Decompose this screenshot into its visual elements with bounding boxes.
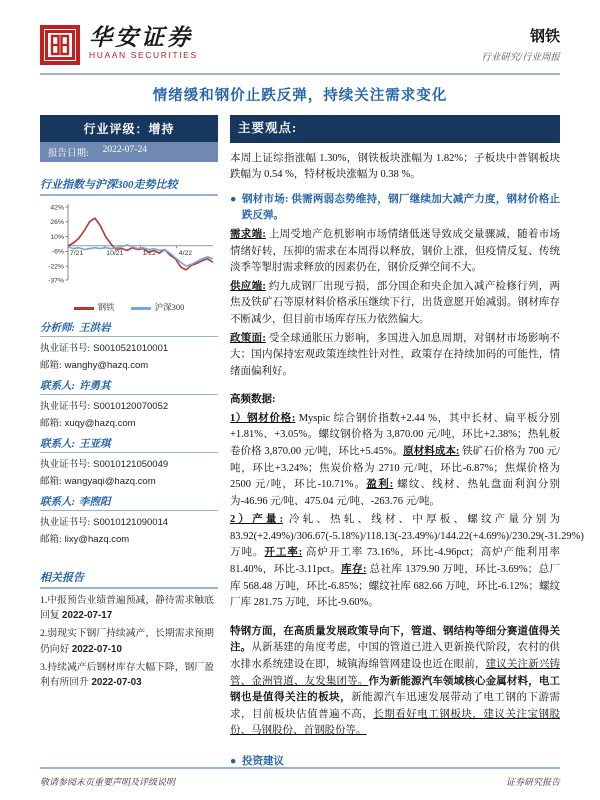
date-value: 2022-07-24: [102, 145, 147, 155]
hs300-line-swatch: [131, 307, 151, 310]
supply-paragraph: 供应端: 约九成钢厂出现亏损，部分国企和央企加入减产检修行列，两焦及铁矿石等原材料价格承压继续下行，出货意愿开始减弱。钢材库存不断减少，但目前市场库存压力依然偏大。: [230, 280, 561, 325]
svg-text:-22%: -22%: [48, 263, 64, 271]
contact-role-name: 联系人: 李煦阳: [40, 494, 218, 511]
rating-label: 行业评级：: [83, 122, 149, 136]
svg-text:-37%: -37%: [48, 277, 64, 285]
demand-paragraph: 需求端: 上周受地产危机影响市场情绪低迷导致成交量骤减，随着市场情绪好转，压抑的需求在本周得以释放，钢价上涨，但疫情反复、传统淡季等掣肘需求释放的因素仍在，钢价反弹空间不大。: [230, 229, 561, 274]
related-reports-title: 相关报告: [40, 569, 218, 589]
steel-price-paragraph: 1）钢材价格: Myspic 综合钢价指数+2.44 %，其中长材、扁平板分别+1.81%、+3.05%。螺纹钢价格为 3,870.00 元/吨，环比+2.38%；热轧板卷价格 3,870.00 元/吨，环比+5.45%。原材料成本: 铁矿石价格为 700 元/吨，环比+3.24%；焦炭价格为 2710 元/吨，环比-6.87%；焦煤价格为 2500 元/吨，环比-10.71%。盈利: 螺纹、线材、热轧盘面利润分别为-46.96 元/吨、475.04 元/吨、-263.76 元/吨。: [230, 412, 561, 507]
related-report-item: 2.弱现实下钢厂持续减产，长期需求预期仍向好 2022-07-10: [40, 628, 214, 655]
output-paragraph: 2）产量: 冷轧、热轧、线材、中厚板、螺纹产量分别为 83.92(+2.49%)/306.67(-5.18%)/118.13(-23.49%)/144.22(+4.69%)/230.29(-31.29%)万吨。开工率: 高炉开工率 73.16%，环比-4.96pct；高炉产能利用率 81.40%，环比-3.11pct。库存: 总社库 1379.90 万吨，环比-3.69%；总厂库 568.48 万吨，环比-6.85%；螺纹社库 682.66 万吨，环比-6.12%；螺纹厂库 281.75 万吨，环比-9.60%。: [230, 514, 584, 609]
analyst-role-name: 分析师: 王洪岩: [40, 320, 218, 337]
analyst-block: [40, 320, 218, 371]
main-content: [230, 115, 584, 770]
trend-chart: [40, 200, 218, 313]
contact-email: 邮箱: xuqy@hazq.com: [40, 418, 136, 429]
huaan-seal-logo-icon: [40, 25, 80, 65]
bullet-icon: ●: [230, 755, 237, 767]
sidebar: [40, 115, 218, 690]
legend-item-hs300: 沪深300: [131, 301, 185, 313]
chart-legend: [40, 301, 218, 313]
contact-cert: 执业证书号: S0010121050049: [40, 459, 169, 470]
related-report-item: 1.中报预告业绩普遍预减，静待需求触底回复 2022-07-17: [40, 595, 214, 622]
svg-text:10%: 10%: [50, 233, 64, 241]
report-title: 情绪缓和钢价止跌反弹，持续关注需求变化: [152, 88, 448, 104]
report-category: 行业研究/行业周报: [481, 53, 560, 63]
rating-value: 增持: [148, 122, 175, 136]
steel-line-swatch: [74, 307, 94, 310]
sector-label: 钢铁: [529, 29, 560, 45]
svg-text:1/22: 1/22: [142, 249, 156, 257]
industry-rating-bar: [40, 115, 218, 142]
contact-email: 邮箱: wangyaqi@hazq.com: [40, 476, 156, 487]
high-frequency-data-title: 高频数据:: [230, 394, 276, 406]
contact-role-name: 联系人: 王亚琪: [40, 436, 218, 453]
analyst-block: [40, 378, 218, 429]
analyst-cert: 执业证书号: S0010521010001: [40, 343, 169, 354]
main-points-bar: 主要观点:: [230, 115, 560, 143]
investment-advice-bullet: ● 投资建议: [230, 754, 560, 771]
svg-text:-6%: -6%: [51, 248, 64, 256]
weekly-summary: 本周上证综指涨幅 1.30%，钢铁板块涨幅为 1.82%；子板块中普钢板块跌幅为 0.54 %，特材板块涨幅为 0.38 %。: [230, 152, 560, 181]
footer-disclaimer: 敬请参阅末页重要声明及评级说明: [40, 777, 176, 787]
contact-role-name: 联系人: 许勇其: [40, 378, 218, 395]
related-report-item: 3.持续减产后钢材库存大幅下降，钢厂盈利有所回升 2022-07-03: [40, 661, 214, 688]
analyst-block: [40, 494, 218, 545]
svg-text:26%: 26%: [50, 219, 64, 227]
special-steel-paragraph: 特钢方面，在高质量发展政策导向下，管道、钢结构等细分赛道值得关注。从新基建的角度考虑，中国的管道已进入更新换代阶段，农村的供水排水系统建设在即，城镇海绵管网建设也近在眼前，建议关注新兴铸管、金洲管道、友发集团等。作为新能源汽车领域核心金属材料，电工钢也是值得关注的板块，新能源汽车迅速发展带动了电工钢的下游需求，目前板块估值普遍不高，长期看好电工钢板块，建议关注宝钢股份、马钢股份、首钢股份等。: [230, 625, 561, 737]
policy-paragraph: 政策面: 受全球通胀压力影响，多国进入加息周期，对钢材市场影响不大；国内保持宏观政策连续性针对性，政策存在持续加码的可能性，情绪面偏利好。: [230, 332, 561, 377]
analyst-email: 邮箱: wanghy@hazq.com: [40, 360, 149, 371]
footer-report-type: 证券研究报告: [505, 777, 560, 787]
report-date-bar: [40, 142, 218, 162]
analyst-block: [40, 436, 218, 487]
chart-section-title: 行业指数与沪深300走势比较: [40, 176, 218, 196]
report-header: [0, 0, 600, 115]
contact-email: 邮箱: lixy@hazq.com: [40, 534, 130, 545]
svg-text:10/21: 10/21: [106, 249, 124, 257]
legend-item-steel: 钢铁: [74, 301, 115, 313]
svg-text:42%: 42%: [50, 204, 64, 212]
index-comparison-chart: [40, 200, 218, 296]
steel-market-bullet: ● 钢材市场: 供需两弱态势维持，钢厂继续加大减产力度，钢材价格止跌反弹。: [230, 193, 560, 222]
page-footer: [40, 767, 560, 788]
contact-cert: 执业证书号: S0010120070052: [40, 401, 169, 412]
contact-cert: 执业证书号: S0010121090014: [40, 517, 169, 528]
brand-name-en: HUAAN SECURITIES: [89, 50, 198, 61]
brand-name-cn: 华安证券: [89, 25, 193, 50]
bullet-icon: ●: [230, 193, 237, 205]
svg-text:7/21: 7/21: [70, 249, 84, 257]
brand: [40, 25, 198, 65]
date-label: 报告日期:: [48, 149, 89, 159]
svg-text:4/22: 4/22: [178, 249, 193, 257]
